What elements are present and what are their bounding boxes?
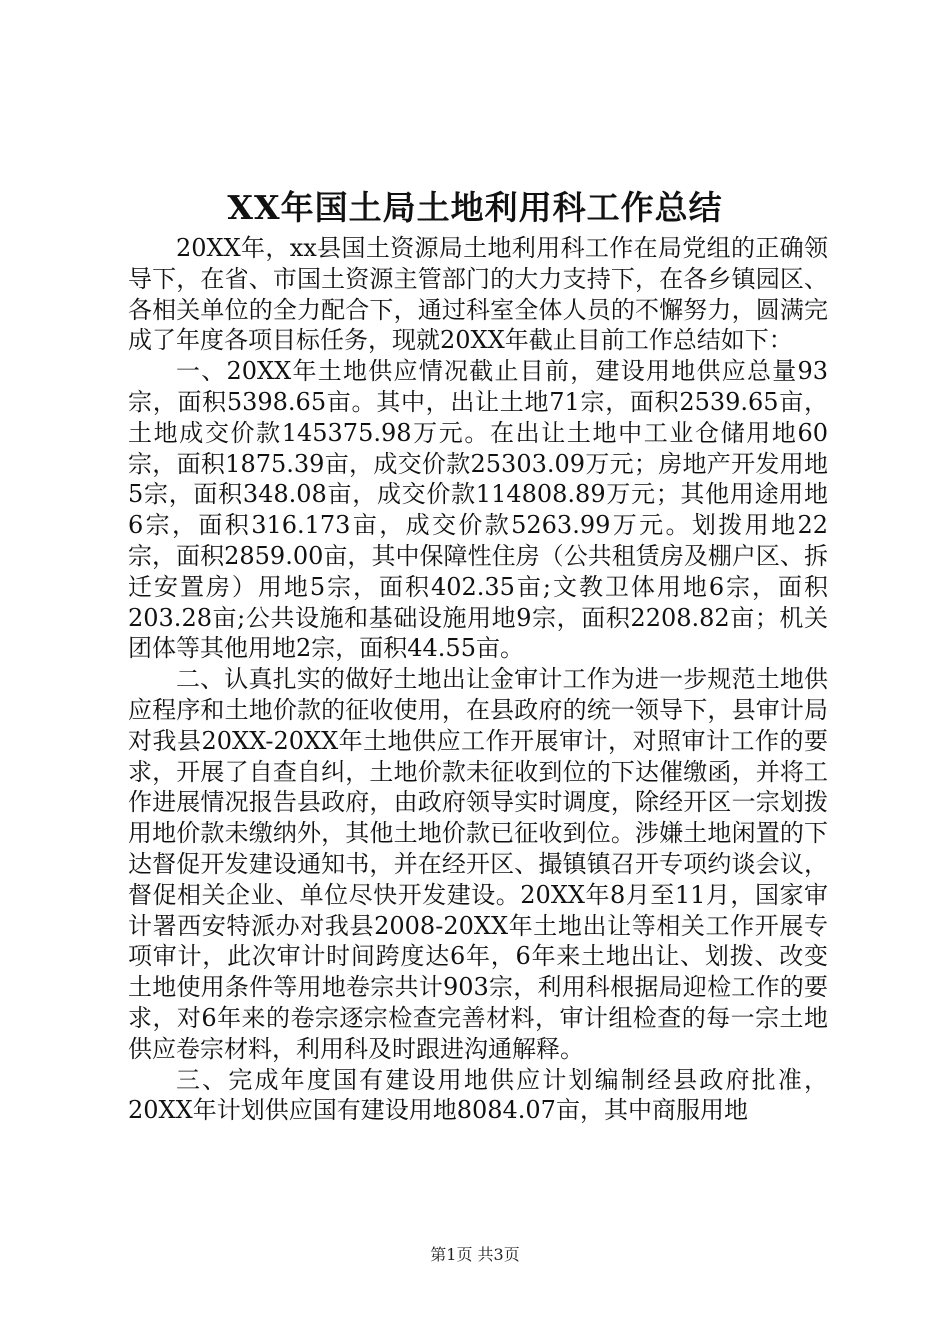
page-footer: 第1页 共3页 (430, 1245, 520, 1264)
paragraph-audit: 二、认真扎实的做好土地出让金审计工作为进一步规范土地供应程序和土地价款的征收使用，在县政府的统一领导下，县审计局对我县20XX-20XX年土地供应工作开展审计，对照审计工作的要求，开展了自查自纠，土地价款未征收到位的下达催缴函，并将工作进展情况报告县政府，由政府领导实时调度，除经开区一宗划拨用地价款未缴纳外，其他土地价款已征收到位。涉嫌土地闲置的下达督促开发建设通知书，并在经开区、撮镇镇召开专项约谈会议，督促相关企业、单位尽快开发建设。20XX年8月至11月，国家审计署西安特派办对我县2008-20XX年土地出让等相关工作开展专项审计，此次审计时间跨度达6年，6年来土地出让、划拨、改变土地使用条件等用地卷宗共计903宗，利用科根据局迎检工作的要求，对6年来的卷宗逐宗检查完善材料，审计组检查的每一宗土地供应卷宗材料，利用科及时跟进沟通解释。 (128, 665, 828, 1063)
paragraph-intro: 20XX年，xx县国土资源局土地利用科工作在局党组的正确领导下，在省、市国土资源主管部门的大力支持下，在各乡镇园区、各相关单位的全力配合下，通过科室全体人员的不懈努力，圆满完成了年度各项目标任务，现就20XX年截止目前工作总结如下： (128, 234, 828, 355)
paragraph-land-supply: 一、20XX年土地供应情况截止目前，建设用地供应总量93宗，面积5398.65亩。其中，出让土地71宗，面积2539.65亩，土地成交价款145375.98万元。在出让土地中工业仓储用地60宗，面积1875.39亩，成交价款25303.09万元；房地产开发用地5宗，面积348.08亩，成交价款114808.89万元；其他用途用地6宗，面积316.173亩，成交价款5263.99万元。划拨用地22宗，面积2859.00亩，其中保障性住房（公共租赁房及棚户区、拆迁安置房）用地5宗，面积402.35亩;文教卫体用地6宗，面积203.28亩;公共设施和基础设施用地9宗，面积2208.82亩；机关团体等其他用地2宗，面积44.55亩。 (128, 357, 828, 663)
document-body (128, 233, 828, 1126)
paragraph-supply-plan: 三、完成年度国有建设用地供应计划编制经县政府批准，20XX年计划供应国有建设用地8084.07亩，其中商服用地 (128, 1065, 828, 1125)
document-title: XX年国土局土地利用科工作总结 (227, 188, 723, 227)
